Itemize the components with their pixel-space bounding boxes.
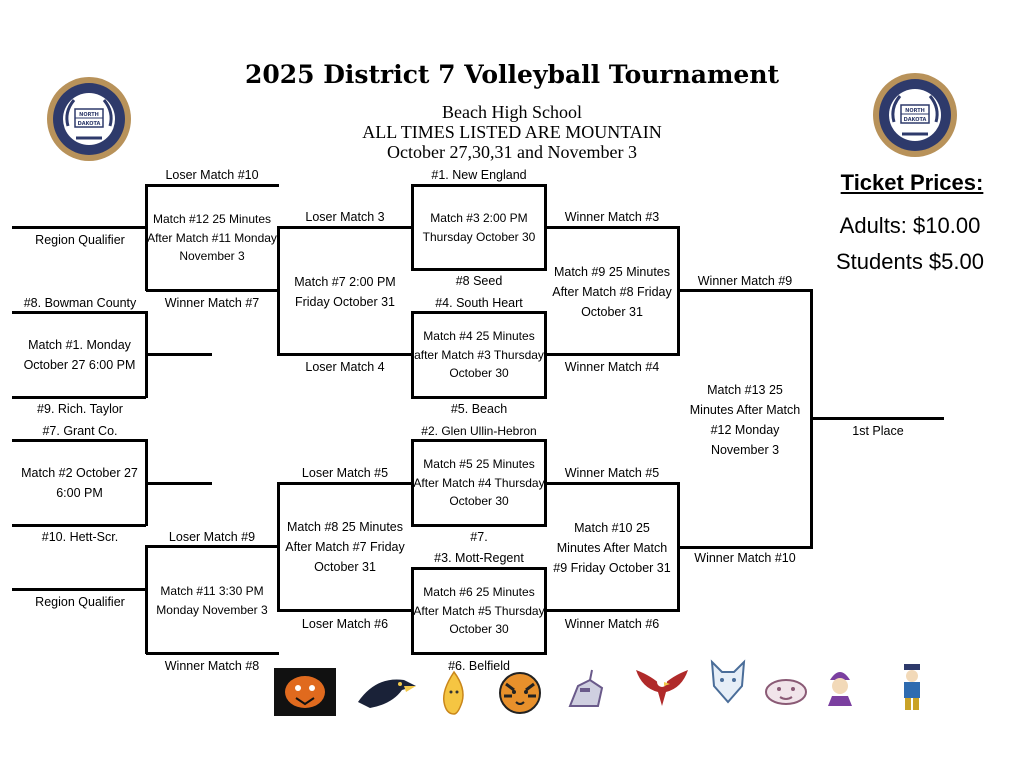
seal-state-line2: DAKOTA bbox=[903, 117, 927, 123]
bracket-line bbox=[146, 353, 212, 356]
team-beach: #5. Beach bbox=[450, 402, 508, 416]
first-place-label: 1st Place bbox=[852, 424, 904, 438]
loser-match-5-label: Loser Match #5 bbox=[301, 466, 389, 480]
trojan-icon bbox=[822, 664, 858, 708]
team-rich-taylor: #9. Rich. Taylor bbox=[37, 402, 123, 416]
winner-match-7-label: Winner Match #7 bbox=[164, 296, 260, 310]
bracket-line bbox=[411, 396, 547, 399]
bracket-line bbox=[278, 609, 412, 612]
bracket-line bbox=[12, 439, 146, 442]
loser-match-6-label: Loser Match #6 bbox=[301, 617, 389, 631]
bracket-line bbox=[411, 439, 547, 442]
bracket-line bbox=[411, 184, 547, 187]
bracket-line bbox=[411, 567, 547, 570]
bracket-line bbox=[146, 652, 279, 655]
team-glen-ullin-hebron: #2. Glen Ullin-Hebron bbox=[421, 424, 537, 438]
bulldog-icon bbox=[764, 676, 808, 706]
bracket-line bbox=[278, 226, 412, 229]
bracket-line bbox=[12, 524, 146, 527]
team-south-heart: #4. South Heart bbox=[435, 296, 523, 310]
bracket-line bbox=[411, 524, 547, 527]
loser-match-3-label: Loser Match 3 bbox=[305, 210, 385, 224]
page-title: 2025 District 7 Volleyball Tournament bbox=[244, 60, 780, 89]
hawk-icon bbox=[356, 672, 418, 712]
bracket-line bbox=[679, 289, 812, 292]
winner-match-3-label: Winner Match #3 bbox=[564, 210, 660, 224]
adult-price: Adults: $10.00 bbox=[839, 213, 981, 238]
team-new-england: #1. New England bbox=[431, 168, 527, 182]
location-text: Beach High School bbox=[442, 102, 582, 122]
knight-icon bbox=[562, 666, 610, 714]
eagle-icon bbox=[634, 662, 690, 708]
match-12-info: Match #12 25 Minutes After Match #11 Monday November 3 bbox=[147, 212, 277, 263]
ticket-prices-title: Ticket Prices: bbox=[840, 170, 984, 195]
team-seed-7: #7. bbox=[470, 530, 488, 544]
match-6-info: Match #6 25 Minutes After Match #5 Thursday October 30 bbox=[413, 585, 545, 636]
bracket-line bbox=[12, 588, 146, 591]
bracket-line bbox=[411, 268, 547, 271]
bracket-line bbox=[811, 417, 944, 420]
team-bowman-county: #8. Bowman County bbox=[23, 296, 137, 310]
match-7-info: Match #7 2:00 PM Friday October 31 bbox=[294, 275, 396, 309]
winner-match-5-label: Winner Match #5 bbox=[564, 466, 660, 480]
match-13-info: Match #13 25 Minutes After Match #12 Monday November 3 bbox=[689, 383, 801, 457]
bracket-line bbox=[278, 353, 412, 356]
match-11-info: Match #11 3:30 PM Monday November 3 bbox=[156, 584, 268, 617]
team-seed-8: #8 Seed bbox=[455, 274, 503, 288]
winner-match-6-label: Winner Match #6 bbox=[564, 617, 660, 631]
loser-match-10-label: Loser Match #10 bbox=[165, 168, 259, 182]
bracket-line bbox=[12, 311, 146, 314]
winner-match-4-label: Winner Match #4 bbox=[564, 360, 660, 374]
bracket-line bbox=[546, 353, 680, 356]
loser-match-9-label: Loser Match #9 bbox=[168, 530, 256, 544]
match-3-info: Match #3 2:00 PM Thursday October 30 bbox=[422, 211, 536, 244]
bracket-line bbox=[146, 289, 279, 292]
ndhsaa-seal-icon bbox=[872, 72, 958, 158]
bracket-line bbox=[546, 482, 680, 485]
winner-match-9-label: Winner Match #9 bbox=[697, 274, 793, 288]
seal-state-line1: NORTH bbox=[905, 108, 925, 114]
student-price: Students $5.00 bbox=[835, 249, 984, 274]
bracket-line bbox=[411, 311, 547, 314]
prospector-icon bbox=[898, 662, 926, 712]
bracket-line bbox=[12, 226, 146, 229]
flame-icon bbox=[440, 670, 468, 716]
winner-match-8-label: Winner Match #8 bbox=[164, 659, 260, 673]
dates-text: October 27,30,31 and November 3 bbox=[387, 142, 637, 162]
bracket-line bbox=[146, 482, 212, 485]
wolf-icon bbox=[708, 658, 748, 706]
bracket-line bbox=[278, 482, 412, 485]
team-mott-regent: #3. Mott-Regent bbox=[434, 551, 524, 565]
bracket-line bbox=[546, 226, 680, 229]
bracket-line bbox=[12, 396, 146, 399]
seal-state-line2: DAKOTA bbox=[77, 121, 101, 127]
bracket-line bbox=[146, 545, 279, 548]
team-hett-scr: #10. Hett-Scr. bbox=[41, 530, 119, 544]
match-4-info: Match #4 25 Minutes after Match #3 Thursday October 30 bbox=[414, 329, 544, 380]
tiger-icon bbox=[496, 670, 544, 716]
winner-match-10-label: Winner Match #10 bbox=[694, 551, 796, 565]
bracket-line bbox=[546, 609, 680, 612]
match-9-info: Match #9 25 Minutes After Match #8 Friday October 31 bbox=[552, 265, 672, 319]
bracket-line bbox=[679, 546, 812, 549]
team-grant-co: #7. Grant Co. bbox=[42, 424, 118, 438]
seal-state-line1: NORTH bbox=[79, 112, 99, 118]
match-1-info: Match #1. Monday October 27 6:00 PM bbox=[23, 338, 136, 372]
time-note: ALL TIMES LISTED ARE MOUNTAIN bbox=[362, 122, 662, 142]
match-10-info: Match #10 25 Minutes After Match #9 Friday October 31 bbox=[553, 521, 671, 575]
bracket-line bbox=[146, 184, 279, 187]
team-belfield: #6. Belfield bbox=[448, 659, 510, 673]
match-2-info: Match #2 October 27 6:00 PM bbox=[21, 466, 138, 500]
bobcat-icon bbox=[274, 668, 336, 716]
ndhsaa-seal-icon bbox=[46, 76, 132, 162]
match-8-info: Match #8 25 Minutes After Match #7 Friday October 31 bbox=[285, 520, 405, 574]
region-qualifier-bottom-label: Region Qualifier bbox=[35, 595, 125, 609]
region-qualifier-top-label: Region Qualifier bbox=[35, 233, 125, 247]
bracket-line bbox=[411, 652, 547, 655]
match-5-info: Match #5 25 Minutes After Match #4 Thursday October 30 bbox=[413, 457, 545, 508]
loser-match-4-label: Loser Match 4 bbox=[305, 360, 385, 374]
